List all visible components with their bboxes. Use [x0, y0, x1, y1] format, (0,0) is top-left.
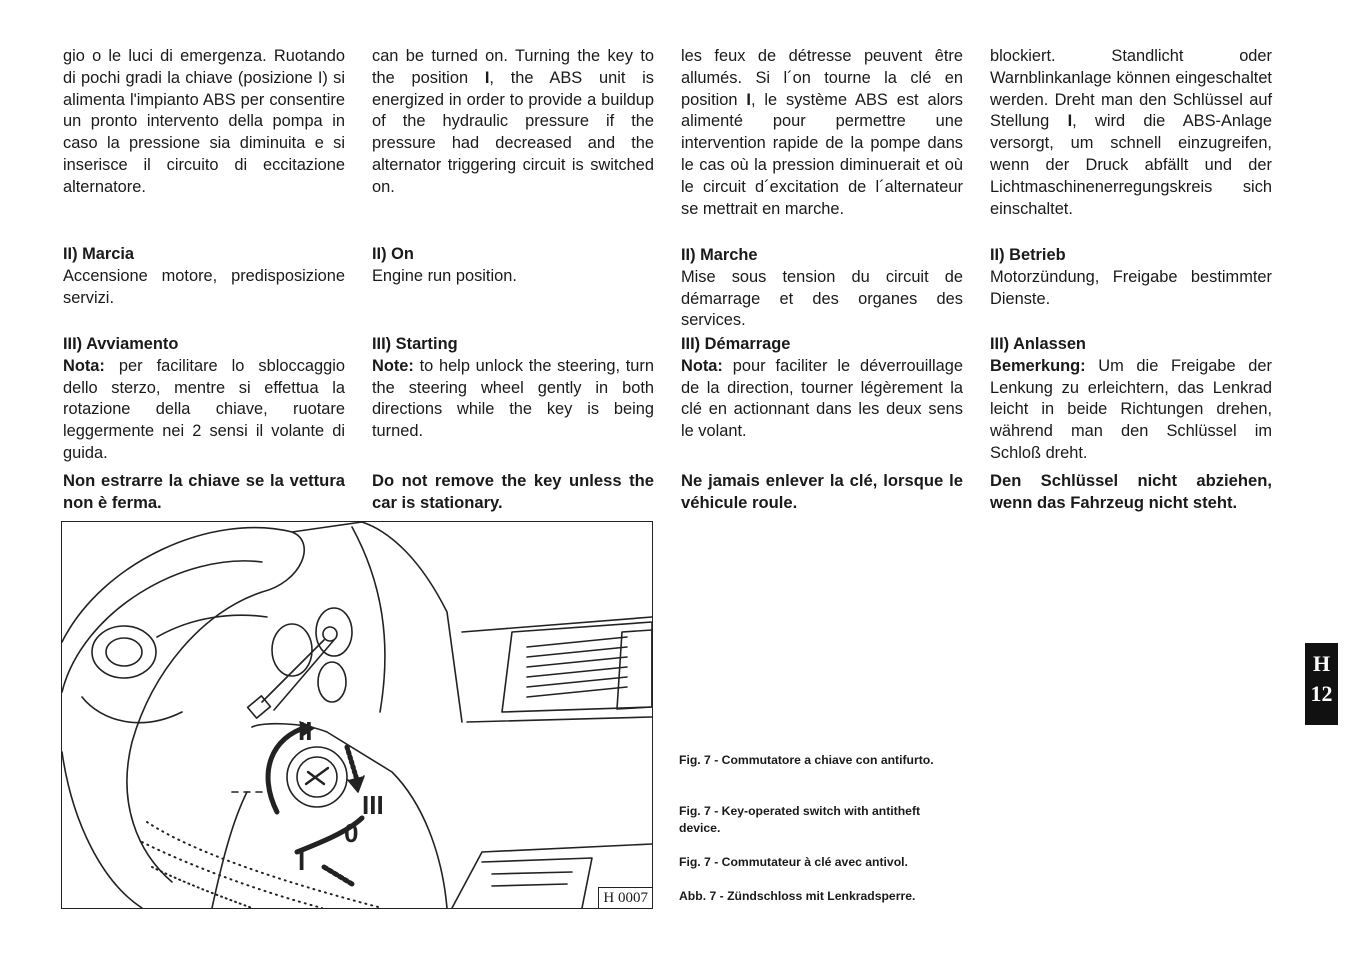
english-on-text: Engine run position. — [372, 266, 517, 285]
caption-english: Fig. 7 - Key-operated switch with antitheft device. — [679, 804, 921, 835]
german-anlassen-heading: III) Anlassen — [990, 335, 1086, 353]
german-betrieb-heading: II) Betrieb — [990, 246, 1066, 264]
caption-german: Abb. 7 - Zündschloss mit Lenkradsperre. — [679, 889, 916, 903]
caption-french: Fig. 7 - Commutateur à clé avec antivol. — [679, 855, 908, 869]
french-intro-position: I — [746, 90, 751, 109]
stalk-end — [248, 696, 271, 718]
dashboard-lower-line — [467, 717, 652, 722]
german-betrieb-text: Motorzündung, Freigabe bestimmter Dienste. — [990, 267, 1272, 308]
german-bemerkung-label: Bemerkung: — [990, 356, 1086, 375]
italian-nota — [63, 356, 345, 465]
french-nota-text: pour faciliter le déverrouillage de la direction, tourner légèrement la clé en actionnant dans les deux sens le volant. — [681, 356, 963, 441]
french-demarrage-heading: III) Démarrage — [681, 335, 791, 353]
english-intro-rest: , the ABS unit is energized in order to provide a buildup of the hydraulic pressure if the pressure had decreased and the alternator triggering circuit is switched on. — [372, 68, 655, 196]
english-warning: Do not remove the key unless the car is stationary. — [372, 471, 654, 512]
english-intro-position: I — [484, 68, 490, 87]
italian-nota-text: per facilitare lo sbloccaggio dello sterzo, mentre si effettua la rotazione della chiave, ruotare leggermente nei 2 sensi il volante di guida. — [63, 356, 345, 462]
italian-intro-section — [63, 46, 345, 199]
ignition-switch-figure — [61, 521, 653, 909]
steering-hub — [92, 626, 156, 678]
english-note-label: Note: — [372, 356, 414, 375]
german-bemerkung-text: Um die Freigabe der Lenkung zu erleichtern, das Lenkrad leicht in beide Richtungen drehen, während man den Schlüssel im Schloß dreht. — [990, 356, 1272, 462]
german-intro — [990, 46, 1272, 220]
english-on-heading: II) On — [372, 245, 414, 263]
floor-stipple-3 — [152, 867, 252, 908]
air-vent-right — [617, 630, 652, 709]
position-label-II: II — [298, 716, 313, 746]
page-number: 12 — [1310, 681, 1333, 706]
french-intro-text: les feux de détresse peuvent être allumés. Si l´on tourne la clé en position — [681, 47, 963, 109]
english-on-section — [372, 244, 654, 288]
french-intro-section — [681, 46, 963, 220]
english-note — [372, 356, 654, 443]
italian-avviamento-heading: III) Avviamento — [63, 335, 179, 353]
german-bemerkung — [990, 356, 1272, 465]
french-warning: Ne jamais enlever la clé, lorsque le véhicule roule. — [681, 471, 963, 512]
steering-wheel-inner-rim — [62, 561, 262, 692]
air-vent-louvers — [527, 637, 627, 697]
english-intro — [372, 46, 654, 199]
ignition-switch-drawing — [62, 522, 652, 908]
steering-spoke — [82, 697, 182, 723]
stalk-knob — [323, 627, 337, 641]
caption-italian: Fig. 7 - Commutatore a chiave con antifurto. — [679, 753, 934, 767]
english-note-text: to help unlock the steering, turn the steering wheel gently in both directions while the key is being turned. — [372, 356, 654, 441]
steering-wheel-lower-rim — [62, 752, 142, 908]
rotation-dash-arrow — [347, 747, 357, 780]
german-intro-rest: , wird die ABS-Anlage versorgt, um schnell einzugreifen, wenn der Druck abfällt und der Lichtmaschinenerregungskreis sich einschaltet. — [990, 112, 1273, 218]
german-warning: Den Schlüssel nicht abziehen, wenn das Fahrzeug nicht steht. — [990, 471, 1272, 512]
english-starting-section — [372, 334, 654, 443]
german-betrieb-section — [990, 245, 1272, 310]
french-nota — [681, 356, 963, 443]
italian-avviamento-section — [63, 334, 345, 465]
console-display — [482, 858, 592, 908]
steering-hub-center — [106, 638, 142, 666]
position-label-0: 0 — [344, 818, 359, 848]
gauge-lower — [318, 662, 346, 702]
french-warning-section — [681, 470, 963, 514]
french-marche-heading: II) Marche — [681, 246, 758, 264]
italian-intro: gio o le luci di emergenza. Ruotando di pochi gradi la chiave (posizione I) si alimenta l'impianto ABS per consentire un pronto intervento della pompa in caso la pressione sia diminuita e si inserisce il circuito di eccitazione alternatore. — [63, 47, 345, 196]
figure-code: H 0007 — [598, 887, 652, 908]
french-intro — [681, 46, 963, 220]
english-warning-section — [372, 470, 654, 514]
position-label-III: III — [362, 790, 384, 820]
rotation-lower-dash — [324, 867, 352, 884]
column-shroud-left — [212, 792, 247, 908]
italian-marcia-heading: II) Marcia — [63, 245, 135, 263]
gauge-left — [272, 624, 312, 676]
german-warning-section — [990, 470, 1272, 514]
french-demarrage-section — [681, 334, 963, 443]
section-letter: H — [1312, 651, 1331, 676]
dashboard-hood-edge — [352, 527, 385, 712]
position-label-I: I — [298, 846, 306, 876]
italian-marcia-text: Accensione motore, predisposizione servizi. — [63, 266, 345, 307]
german-intro-position: I — [1067, 112, 1073, 131]
french-nota-label: Nota: — [681, 356, 723, 375]
german-intro-section — [990, 46, 1272, 220]
german-intro-text: blockiert. Standlicht oder Warnblinkanlage können eingeschaltet werden. Dreht man den Schlüssel auf Stellung — [990, 47, 1272, 131]
german-anlassen-section — [990, 334, 1272, 465]
french-marche-text: Mise sous tension du circuit de démarrage et des organes des services. — [681, 267, 963, 330]
italian-nota-label: Nota: — [63, 356, 105, 375]
console-display-lines — [492, 872, 572, 886]
italian-warning: Non estrarre la chiave se la vettura non è ferma. — [63, 471, 345, 512]
english-starting-heading: III) Starting — [372, 335, 458, 353]
ignition-key-slot — [306, 768, 328, 784]
section-tab — [1305, 643, 1338, 725]
italian-marcia-section — [63, 244, 345, 309]
english-intro-text: can be turned on. Turning the key to the position — [372, 47, 654, 87]
french-marche-section — [681, 245, 963, 332]
french-intro-rest: , le système ABS est alors alimenté pour permettre une intervention rapide de la pompe dans le cas où la pression diminuerait et où le circuit d´excitation de l´alternateur se mettrait en marche. — [681, 90, 963, 218]
italian-warning-section — [63, 470, 345, 514]
english-intro-section — [372, 46, 654, 199]
gauge-center — [316, 608, 352, 656]
air-vent-housing — [502, 622, 652, 712]
